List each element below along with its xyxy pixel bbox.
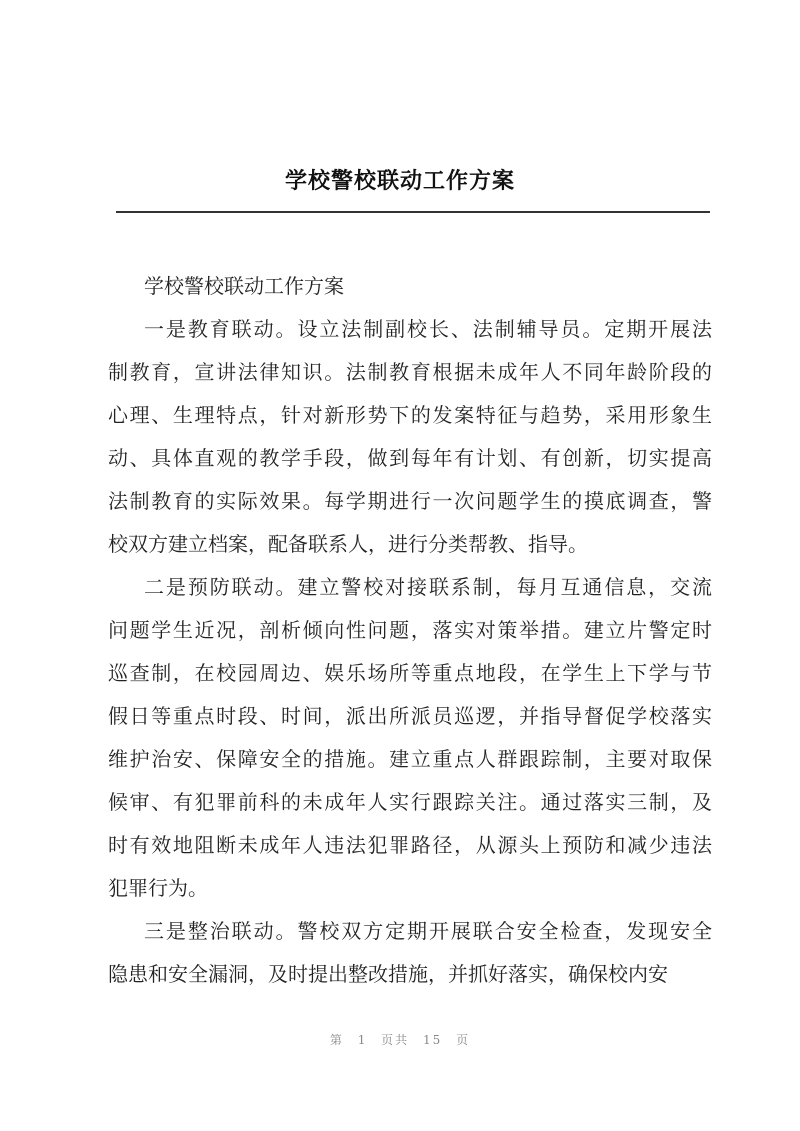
paragraph-line: 问题学生近况，剖析倾向性问题，落实对策举措。建立片警定时 [108, 618, 712, 642]
paragraph [108, 308, 712, 566]
paragraph-line: 心理、生理特点，针对新形势下的发案特征与趋势，采用形象生 [108, 403, 712, 427]
paragraph-line: 假日等重点时段、时间，派出所派员巡逻，并指导督促学校落实 [108, 704, 712, 728]
paragraph [108, 566, 712, 910]
document-title: 学校警校联动工作方案 [284, 168, 515, 194]
paragraph-line: 犯罪行为。 [108, 876, 208, 900]
paragraph-line: 维护治安、保障安全的措施。建立重点人群跟踪制，主要对取保 [108, 747, 712, 771]
paragraph-line: 三是整治联动。警校双方定期开展联合安全检查，发现安全 [144, 919, 712, 943]
heading-line: 学校警校联动工作方案 [144, 274, 344, 298]
paragraph-line: 制教育，宣讲法律知识。法制教育根据未成年人不同年龄阶段的 [108, 360, 712, 384]
paragraph-line: 隐患和安全漏洞，及时提出整改措施，并抓好落实，确保校内安 [108, 962, 668, 986]
paragraph-line: 时有效地阻断未成年人违法犯罪路径，从源头上预防和减少违法 [108, 833, 712, 857]
paragraph-line: 校双方建立档案，配备联系人，进行分类帮教、指导。 [108, 532, 588, 556]
paragraph-line: 二是预防联动。建立警校对接联系制，每月互通信息，交流 [144, 575, 712, 599]
paragraph [108, 910, 712, 996]
document-body [108, 265, 712, 996]
title-divider [116, 211, 710, 213]
paragraph-line: 巡查制，在校园周边、娱乐场所等重点地段，在学生上下学与节 [108, 661, 712, 685]
paragraph-line: 法制教育的实际效果。每学期进行一次问题学生的摸底调查，警 [108, 489, 712, 513]
paragraph-line: 一是教育联动。设立法制副校长、法制辅导员。定期开展法 [144, 317, 712, 341]
page-footer: 第 1 页共 15 页 [329, 1033, 471, 1047]
paragraph-line: 动、具体直观的教学手段，做到每年有计划、有创新，切实提高 [108, 446, 712, 470]
paragraph-line: 候审、有犯罪前科的未成年人实行跟踪关注。通过落实三制，及 [108, 790, 712, 814]
